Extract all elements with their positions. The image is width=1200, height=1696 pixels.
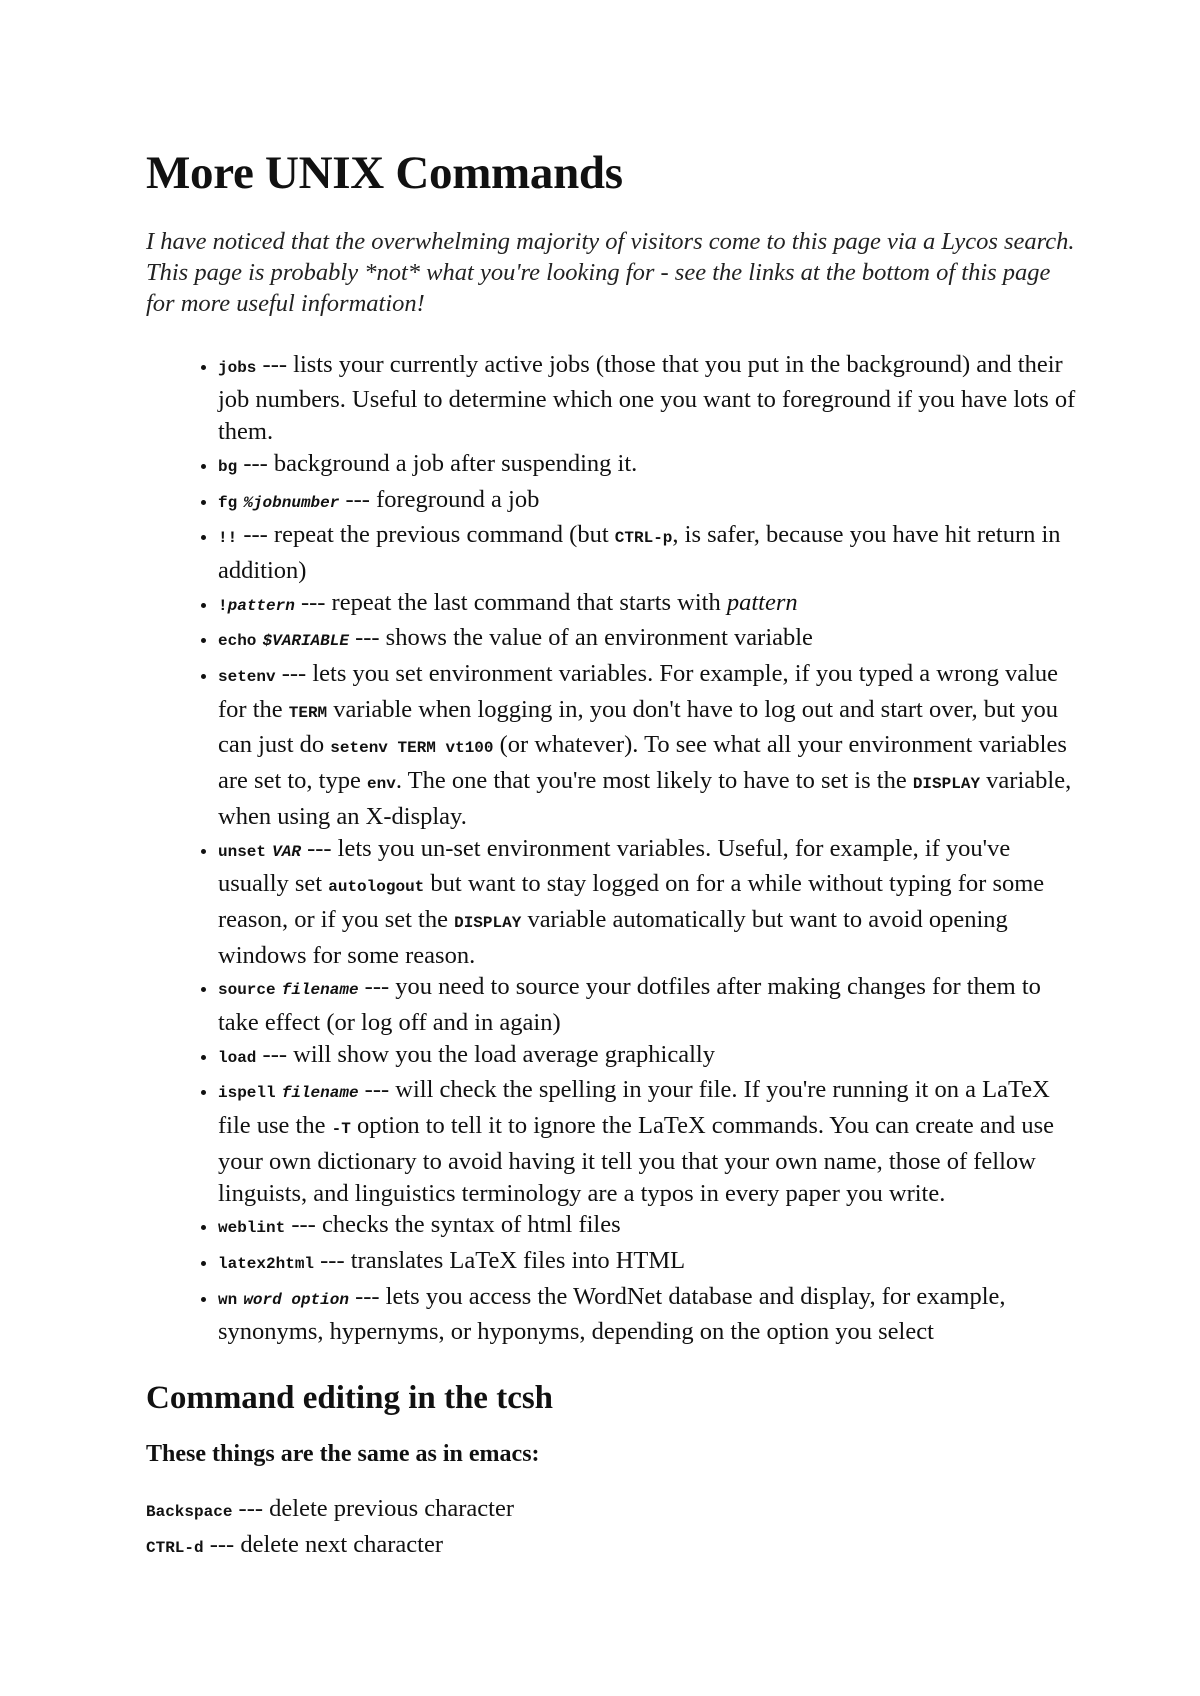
- command-code: wn: [218, 1290, 238, 1309]
- command-code: load: [218, 1048, 257, 1067]
- command-code: unset: [218, 842, 267, 861]
- command-description: --- lists your currently active jobs (those that you put in the background) and their job numbers. Useful to determine which one you want to foreground if you have lots of them.: [218, 350, 1076, 446]
- edit-line: [146, 1493, 1076, 1529]
- inline-code: -T: [331, 1120, 351, 1139]
- command-description: variable automatically but want to avoid opening windows for some reason.: [218, 905, 1008, 969]
- command-code: !: [218, 596, 228, 615]
- command-code: !!: [218, 529, 238, 548]
- command-argument: VAR: [272, 842, 301, 861]
- command-description: --- lets you access the WordNet database and display, for example, synonyms, hypernyms, or hyponyms, depending on the option you select: [218, 1282, 1006, 1346]
- command-description: --- background a job after suspending it.: [237, 449, 638, 477]
- command-code: jobs: [218, 358, 257, 377]
- command-description: (or whatever). To see what all your environment variables are set to, type: [218, 731, 1067, 795]
- command-description: --- you need to source your dotfiles after making changes for them to take effect (or log off and in again): [218, 973, 1041, 1037]
- inline-code: setenv TERM vt100: [330, 739, 494, 758]
- document-page: [146, 148, 1076, 1565]
- command-description: --- lets you un-set environment variables. Useful, for example, if you've usually set: [218, 834, 1011, 898]
- command-description: --- foreground a job: [339, 485, 540, 513]
- list-item-ispell: [218, 1074, 1076, 1209]
- command-description: but want to stay logged on for a while without typing for some reason, or if you set the: [218, 870, 1045, 933]
- command-argument: %jobnumber: [243, 493, 340, 512]
- list-item-bg: [218, 448, 1076, 484]
- command-description: --- shows the value of an environment variable: [348, 624, 813, 652]
- command-description: --- checks the syntax of html files: [285, 1211, 621, 1239]
- command-description: option to tell it to ignore the LaTeX commands. You can create and use your own dictionary to avoid having it tell you that your own name, those of fellow linguists, and linguistics terminology are a typos in every paper you write.: [218, 1112, 1054, 1207]
- command-code: weblint: [218, 1219, 286, 1238]
- command-list: [146, 349, 1076, 1348]
- command-code: fg: [218, 493, 238, 512]
- list-item-jobs: [218, 349, 1076, 448]
- inline-code: autologout: [328, 878, 425, 897]
- command-description: --- repeat the previous command (but: [237, 521, 615, 549]
- command-argument: pattern: [227, 596, 295, 615]
- command-description: --- will show you the load average graphically: [256, 1040, 715, 1068]
- list-item-source: [218, 971, 1076, 1038]
- list-item-latex2html: [218, 1245, 1076, 1281]
- key-description: --- delete previous character: [232, 1495, 515, 1523]
- command-description: variable when logging in, you don't have to log out and start over, but you can just do: [218, 695, 1058, 759]
- intro-note: I have noticed that the overwhelming majority of visitors come to this page via a Lycos search. This page is probably *not* what you're looking for - see the links at the bottom of this page for more useful information!: [146, 227, 1075, 317]
- list-item-unset: [218, 833, 1076, 972]
- key-code: CTRL-d: [146, 1538, 204, 1557]
- command-argument: $VARIABLE: [262, 632, 349, 651]
- command-code: echo: [218, 632, 257, 651]
- key-code: Backspace: [146, 1503, 233, 1522]
- section-subheading: These things are the same as in emacs:: [146, 1441, 540, 1468]
- command-argument: filename: [281, 1084, 359, 1103]
- key-description: --- delete next character: [203, 1530, 443, 1558]
- command-argument: filename: [281, 981, 359, 1000]
- inline-code: TERM: [288, 703, 328, 722]
- list-item-bangpattern: [218, 587, 1076, 623]
- command-description: , is safer, because you have hit return in addition): [218, 521, 1061, 584]
- command-description: . The one that you're most likely to have to set is the: [395, 767, 913, 795]
- inline-code: DISPLAY: [912, 775, 981, 794]
- command-code: source: [218, 981, 276, 1000]
- list-item-load: [218, 1039, 1076, 1075]
- pattern-emphasis: pattern: [726, 588, 798, 616]
- list-item-bangbang: [218, 519, 1076, 586]
- command-description: --- repeat the last command that starts with: [294, 588, 727, 616]
- list-item-wn: [218, 1281, 1076, 1348]
- list-item-setenv: [218, 658, 1076, 833]
- command-code: latex2html: [218, 1254, 315, 1273]
- command-description: --- will check the spelling in your file. If you're running it on a LaTeX file use the: [218, 1076, 1050, 1140]
- command-description: variable, when using an X-display.: [218, 767, 1072, 830]
- command-code: ispell: [218, 1084, 276, 1103]
- inline-code: DISPLAY: [454, 913, 522, 932]
- page-title: More UNIX Commands: [146, 147, 623, 199]
- inline-code: env: [367, 775, 396, 794]
- list-item-fg: [218, 484, 1076, 520]
- edit-line: [146, 1529, 1076, 1565]
- section-heading: Command editing in the tcsh: [146, 1380, 554, 1417]
- command-code: setenv: [218, 668, 276, 687]
- list-item-weblint: [218, 1209, 1076, 1245]
- command-description: --- lets you set environment variables. For example, if you typed a wrong value for the: [218, 660, 1059, 723]
- inline-code: CTRL-p: [614, 529, 673, 548]
- command-description: --- translates LaTeX files into HTML: [314, 1246, 686, 1274]
- command-code: bg: [218, 457, 238, 476]
- command-argument: word option: [243, 1290, 349, 1309]
- list-item-echo: [218, 622, 1076, 658]
